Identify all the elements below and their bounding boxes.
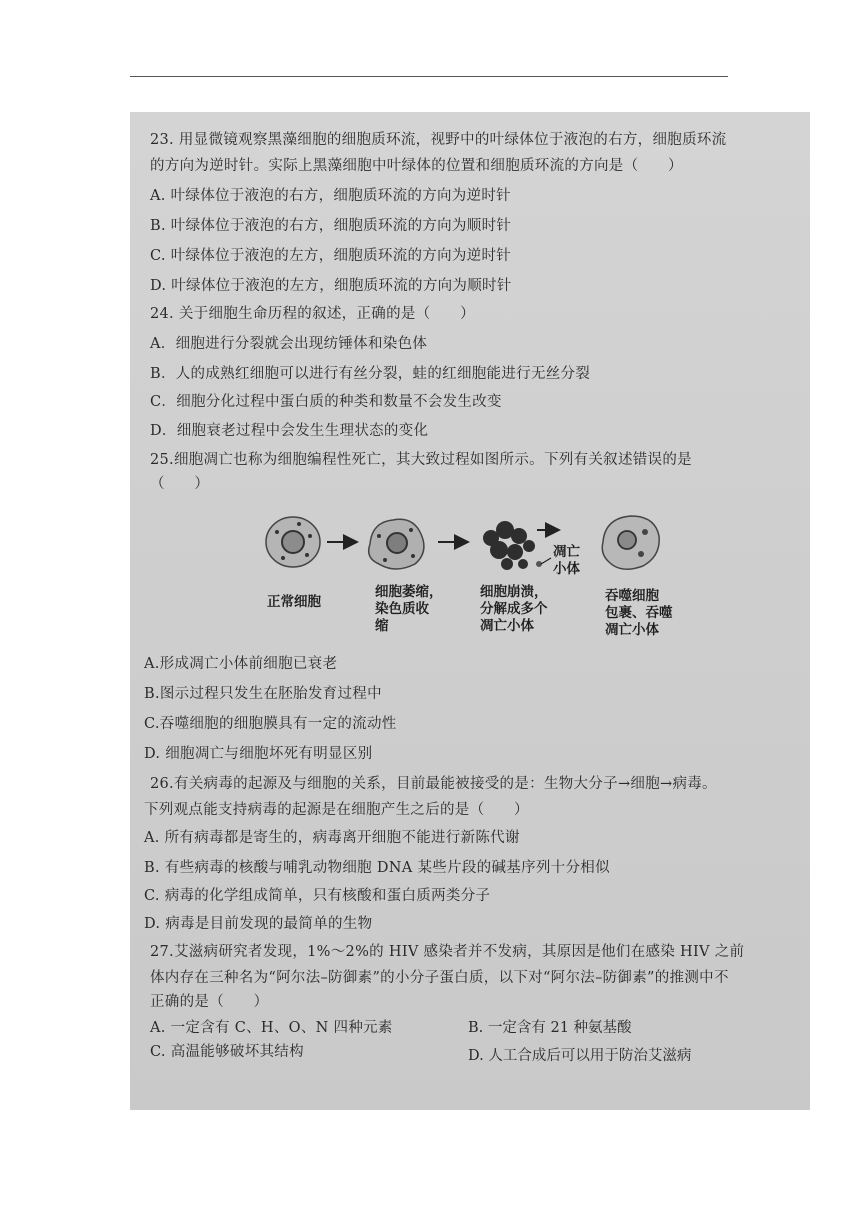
q23-stem-line2: 的方向为逆时针。实际上黑藻细胞中叶绿体的位置和细胞质环流的方向是（ ） (150, 158, 683, 174)
q23-option-a: A. 叶绿体位于液泡的右方，细胞质环流的方向为逆时针 (150, 188, 511, 204)
q25-stem-line1: 25.细胞凋亡也称为细胞编程性死亡，其大致过程如图所示。下列有关叙述错误的是 (150, 452, 692, 468)
q27-stem-line1: 27.艾滋病研究者发现，1%～2%的 HIV 感染者并不发病，其原因是他们在感染 HIV 之前 (150, 944, 745, 960)
apoptosis-figure (255, 508, 685, 648)
q27-stem-line3: 正确的是（ ） (150, 994, 269, 1010)
q27-option-b: B. 一定含有 21 种氨基酸 (468, 1020, 632, 1036)
q26-stem-line2: 下列观点能支持病毒的起源是在细胞产生之后的是（ ） (144, 802, 529, 818)
caption-collapse-3: 凋亡小体 (480, 618, 534, 634)
q26-option-d: D. 病毒是目前发现的最简单的生物 (144, 916, 373, 932)
q23-option-d: D. 叶绿体位于液泡的左方，细胞质环流的方向为顺时针 (150, 278, 512, 294)
pointer-line (541, 558, 551, 564)
caption-normal-cell: 正常细胞 (267, 594, 321, 610)
normal-cell-icon (266, 517, 320, 567)
q26-option-c: C. 病毒的化学组成简单，只有核酸和蛋白质两类分子 (144, 888, 491, 904)
apoptotic-bodies-icon (483, 521, 542, 570)
q24-option-a: A．细胞进行分裂就会出现纺锤体和染色体 (150, 336, 428, 352)
caption-phagocyte-1: 吞噬细胞 (605, 588, 659, 604)
exam-photo (130, 112, 810, 1110)
q24-option-d: D．细胞衰老过程中会发生生理状态的变化 (150, 423, 429, 439)
shrinking-cell-icon (369, 519, 424, 569)
phagocyte-icon (602, 516, 659, 569)
q25-option-c: C.吞噬细胞的细胞膜具有一定的流动性 (144, 716, 397, 732)
q27-option-d: D. 人工合成后可以用于防治艾滋病 (468, 1048, 692, 1064)
q24-stem: 24. 关于细胞生命历程的叙述，正确的是（ ） (150, 306, 475, 322)
apoptotic-body-label-2: 小体 (553, 561, 580, 577)
apoptotic-body-label-1: 凋亡 (553, 544, 580, 560)
q27-stem-line2: 体内存在三种名为“阿尔法–防御素”的小分子蛋白质，以下对“阿尔法–防御素”的推测中不 (150, 970, 729, 986)
q23-option-b: B. 叶绿体位于液泡的右方，细胞质环流的方向为顺时针 (150, 218, 512, 234)
caption-shrink-1: 细胞萎缩， (375, 584, 443, 600)
q27-option-c: C. 高温能够破坏其结构 (150, 1044, 304, 1060)
q26-option-b: B. 有些病毒的核酸与哺乳动物细胞 DNA 某些片段的碱基序列十分相似 (144, 860, 610, 876)
q27-option-a: A. 一定含有 C、H、O、N 四种元素 (150, 1020, 393, 1036)
q26-stem-line1: 26.有关病毒的起源及与细胞的关系，目前最能被接受的是：生物大分子→细胞→病毒。 (150, 776, 717, 792)
caption-shrink-3: 缩 (375, 618, 389, 634)
q24-option-c: C．细胞分化过程中蛋白质的种类和数量不会发生改变 (150, 394, 502, 410)
apoptosis-diagram (255, 508, 685, 588)
caption-phagocyte-2: 包裹、吞噬 (605, 605, 673, 621)
caption-phagocyte-3: 凋亡小体 (605, 622, 659, 638)
caption-collapse-2: 分解成多个 (480, 601, 548, 617)
q25-option-b: B.图示过程只发生在胚胎发育过程中 (144, 686, 382, 702)
caption-collapse-1: 细胞崩溃， (480, 584, 548, 600)
q26-option-a: A. 所有病毒都是寄生的，病毒离开细胞不能进行新陈代谢 (144, 830, 520, 846)
q25-option-a: A.形成凋亡小体前细胞已衰老 (144, 656, 338, 672)
q25-stem-line2: （ ） (150, 476, 210, 492)
q24-option-b: B．人的成熟红细胞可以进行有丝分裂，蛙的红细胞能进行无丝分裂 (150, 366, 591, 382)
q23-stem-line1: 23. 用显微镜观察黑藻细胞的细胞质环流，视野中的叶绿体位于液泡的右方，细胞质环流 (150, 132, 727, 148)
q23-option-c: C. 叶绿体位于液泡的左方，细胞质环流的方向为逆时针 (150, 248, 512, 264)
q25-option-d: D. 细胞凋亡与细胞坏死有明显区别 (144, 746, 373, 762)
header-rule (130, 76, 728, 77)
caption-shrink-2: 染色质收 (375, 601, 429, 617)
